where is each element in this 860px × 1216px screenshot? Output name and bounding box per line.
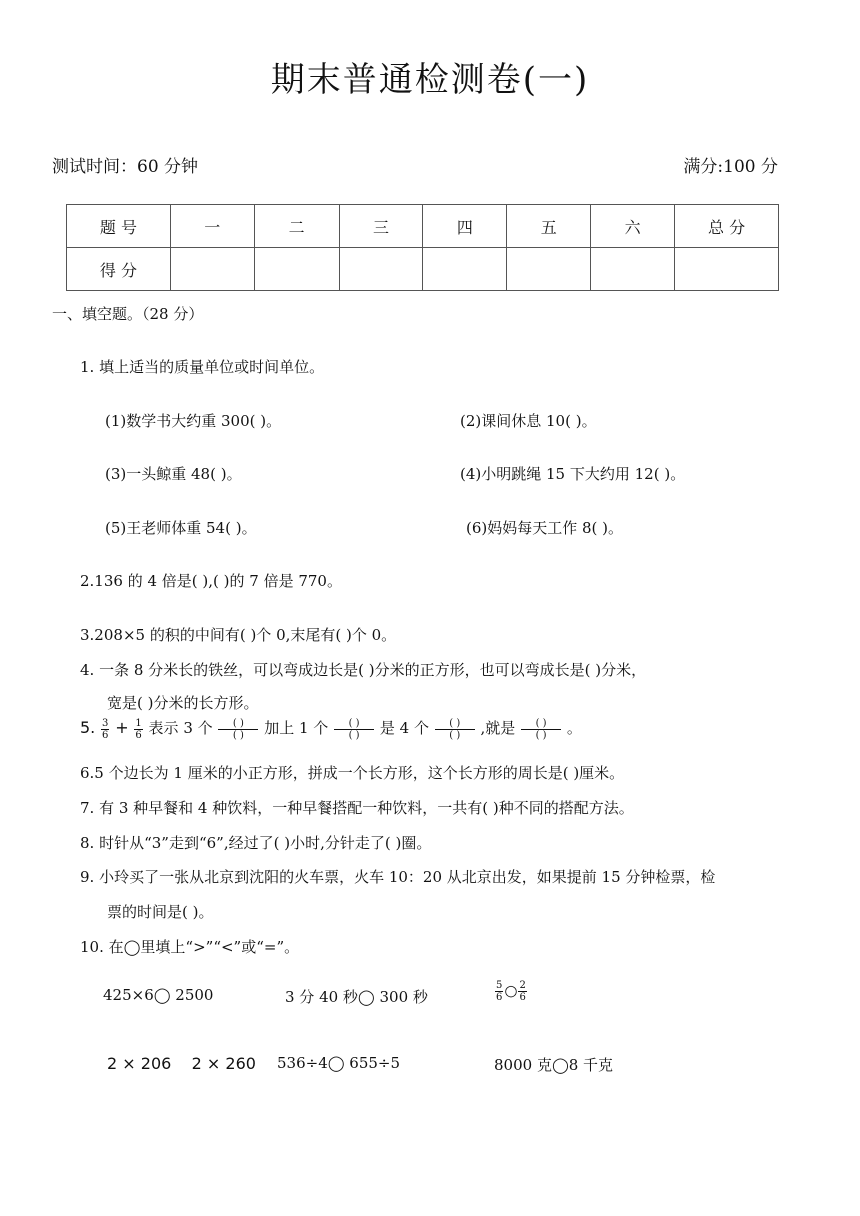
question-4-line2: 宽是( )分米的长方形。 [107, 694, 259, 712]
blank-numerator: ( ) [435, 718, 475, 730]
blank-denominator: ( ) [232, 729, 244, 741]
fraction-numerator: 1 [135, 717, 142, 729]
question-5-text: 。 [566, 719, 582, 737]
question-7: 7. 有 3 种早餐和 4 种饮料，一种早餐搭配一种饮料，一共有( )种不同的搭配方法。 [80, 799, 634, 817]
question-10-stem: 10. 在◯里填上“>”“<”或“=”。 [80, 938, 300, 956]
score-cell: 二 [254, 205, 339, 248]
compare-item: 2 × 206 2 × 260 [107, 1054, 256, 1073]
fraction-numerator: 2 [519, 980, 526, 991]
question-1-item: (6)妈妈每天工作 8( )。 [466, 519, 624, 537]
question-1-item: (4)小明跳绳 15 下大约用 12( )。 [460, 465, 686, 483]
question-1-item: (2)课间休息 10( )。 [460, 412, 597, 430]
fraction-denominator: 6 [102, 729, 109, 741]
fraction-numerator: 5 [496, 980, 503, 991]
blank-denominator: ( ) [348, 729, 360, 741]
score-table [66, 204, 779, 291]
question-4-line1: 4. 一条 8 分米长的铁丝，可以弯成边长是( )分米的正方形，也可以弯成长是( )分米， [80, 661, 647, 679]
score-input-cell[interactable] [423, 248, 507, 291]
question-5-text: 表示 3 个 [148, 719, 213, 737]
question-9-line1: 9. 小玲买了一张从北京到沈阳的火车票，火车 10：20 从北京出发，如果提前 15 分钟检票，检 [80, 868, 716, 886]
fraction-denominator: 6 [135, 729, 142, 741]
compare-item: 3 分 40 秒◯ 300 秒 [285, 988, 428, 1006]
fraction-denominator: 6 [496, 992, 503, 1003]
question-5 [80, 717, 582, 741]
blank-numerator: ( ) [521, 718, 561, 730]
question-5-text: 加上 1 个 [264, 719, 329, 737]
fraction [134, 718, 142, 741]
question-5-text: 是 4 个 [379, 719, 429, 737]
score-input-cell[interactable] [170, 248, 254, 291]
question-1-stem: 1. 填上适当的质量单位或时间单位。 [80, 358, 325, 376]
question-6: 6.5 个边长为 1 厘米的小正方形，拼成一个长方形，这个长方形的周长是( )厘米。 [80, 764, 625, 782]
compare-item: 8000 克◯8 千克 [494, 1056, 614, 1074]
score-table-header-row [67, 205, 779, 248]
score-input-cell[interactable] [675, 248, 779, 291]
plus-sign: + [115, 718, 129, 737]
score-cell: 五 [507, 205, 591, 248]
score-input-cell[interactable] [507, 248, 591, 291]
compare-circle: ○ [504, 981, 518, 1000]
score-cell: 三 [339, 205, 423, 248]
score-cell: 四 [423, 205, 507, 248]
blank-fraction[interactable] [435, 718, 475, 741]
score-input-cell[interactable] [339, 248, 423, 291]
compare-fraction-item [494, 980, 528, 1003]
score-cell: 总 分 [675, 205, 779, 248]
full-score: 满分:100 分 [683, 157, 778, 177]
blank-denominator: ( ) [535, 729, 547, 741]
compare-item: 425×6◯ 2500 [103, 986, 214, 1004]
blank-fraction[interactable] [521, 718, 561, 741]
fraction-denominator: 6 [519, 992, 526, 1003]
score-table-score-row [67, 248, 779, 291]
score-input-cell[interactable] [591, 248, 675, 291]
score-cell: 一 [170, 205, 254, 248]
fraction-numerator: 3 [102, 717, 109, 729]
score-cell: 六 [591, 205, 675, 248]
question-8: 8. 时针从“3”走到“6”,经过了( )小时,分针走了( )圈。 [80, 834, 432, 852]
section-heading: 一、填空题。（28 分） [52, 305, 204, 323]
fraction [495, 980, 503, 1003]
compare-item: 536÷4◯ 655÷5 [277, 1054, 401, 1072]
question-5-number: 5. [80, 718, 96, 737]
score-cell: 得 分 [67, 248, 171, 291]
question-2: 2.136 的 4 倍是( ),( )的 7 倍是 770。 [80, 572, 342, 590]
score-cell: 题 号 [67, 205, 171, 248]
blank-numerator: ( ) [334, 718, 374, 730]
question-1-item: (5)王老师体重 54( )。 [105, 519, 257, 537]
question-1-item: (3)一头鲸重 48( )。 [105, 465, 242, 483]
question-3: 3.208×5 的积的中间有( )个 0,末尾有( )个 0。 [80, 626, 397, 644]
question-9-line2: 票的时间是( )。 [107, 903, 214, 921]
fraction [518, 980, 526, 1003]
exam-title: 期末普通检测卷(一) [270, 60, 590, 100]
fraction [101, 718, 109, 741]
test-time: 测试时间：60 分钟 [52, 157, 199, 177]
question-5-text: ,就是 [480, 719, 516, 737]
blank-denominator: ( ) [449, 729, 461, 741]
score-input-cell[interactable] [254, 248, 339, 291]
question-1-item: (1)数学书大约重 300( )。 [105, 412, 282, 430]
blank-fraction[interactable] [334, 718, 374, 741]
blank-numerator: ( ) [218, 718, 258, 730]
blank-fraction[interactable] [218, 718, 258, 741]
